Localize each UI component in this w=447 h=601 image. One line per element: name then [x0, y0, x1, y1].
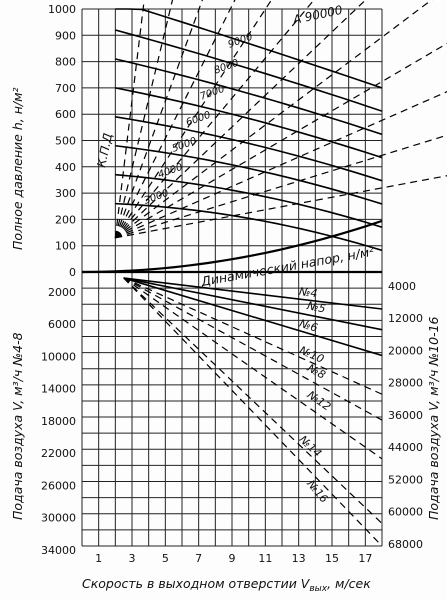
dynamic-head-label: Динамический напор, н/м² — [199, 243, 376, 289]
lower-left-y-tick: 14000 — [41, 382, 76, 396]
lower-left-y-tick: 2000 — [48, 286, 76, 299]
lower-right-y-tick: 12000 — [388, 312, 423, 326]
fan-line — [124, 278, 382, 546]
upper-y-tick: 1000 — [48, 3, 76, 16]
kpd-label: К.П.Д — [94, 131, 116, 169]
x-tick: 17 — [358, 552, 373, 565]
x-axis-label: Скорость в выходном отверстии $V_{вых}$, м/сек — [82, 576, 371, 594]
lower-left-y-axis-label: Подача воздуха V, м³/ч №4-8 — [10, 332, 25, 520]
x-tick: 15 — [325, 552, 339, 565]
fan-number-label: №6 — [297, 316, 320, 335]
lower-right-y-tick: 44000 — [388, 441, 423, 455]
x-tick: 13 — [291, 552, 306, 565]
upper-y-tick: 100 — [55, 239, 76, 253]
lower-left-y-tick: 10000 — [41, 350, 76, 364]
lower-right-y-tick: 4000 — [388, 280, 416, 293]
lower-right-y-tick: 52000 — [388, 473, 423, 487]
upper-y-tick: 900 — [55, 29, 76, 43]
fan-number-label: №16 — [304, 477, 331, 506]
lower-left-y-tick: 30000 — [41, 511, 76, 525]
lower-left-y-tick: 18000 — [41, 414, 76, 428]
upper-y-tick: 300 — [55, 187, 76, 201]
lower-right-y-tick: 60000 — [388, 505, 423, 519]
x-tick: 3 — [128, 552, 136, 565]
fan-number-label: №14 — [296, 432, 325, 460]
x-tick: 5 — [161, 552, 169, 565]
upper-y-tick: 700 — [55, 81, 76, 95]
lower-right-y-tick: 36000 — [388, 408, 423, 422]
flow-label-a: А 90000 — [291, 2, 344, 27]
lower-left-y-tick: 26000 — [41, 479, 76, 493]
fan-line — [124, 278, 382, 356]
lower-right-y-tick: 28000 — [388, 376, 423, 390]
upper-y-tick: 800 — [55, 55, 76, 69]
upper-y-tick: 200 — [55, 213, 76, 227]
flow-curve-label: 8000 — [212, 57, 241, 77]
upper-y-tick: 0 — [69, 266, 76, 279]
lower-left-y-tick: 6000 — [48, 318, 76, 332]
upper-y-tick: 600 — [55, 108, 76, 122]
lower-right-y-tick: 20000 — [388, 344, 423, 358]
upper-y-tick: 400 — [55, 160, 76, 174]
lower-right-y-tick: 68000 — [388, 537, 423, 551]
lower-left-y-tick: 34000 — [41, 543, 76, 557]
lower-left-y-tick: 22000 — [41, 447, 76, 461]
fan-number-label: №5 — [306, 299, 327, 316]
x-tick: 1 — [95, 552, 103, 565]
x-tick: 7 — [195, 552, 203, 565]
flow-curve-label: 5000 — [170, 135, 199, 155]
flow-curve-label: 3000 — [142, 187, 171, 207]
flow-curve-label: 6000 — [184, 109, 213, 129]
fan-number-label: №8 — [305, 361, 328, 382]
fan-line — [124, 278, 382, 420]
upper-y-axis-label: Полное давление h, н/м² — [10, 87, 25, 250]
flow-curve-label: 4000 — [156, 161, 185, 181]
fan-number-label: №4 — [298, 285, 319, 301]
upper-y-tick: 500 — [55, 134, 76, 148]
fan-number-label: №12 — [304, 388, 334, 414]
lower-right-y-axis-label: Подача воздуха V, м³/ч №10-16 — [426, 316, 441, 520]
fan-lines — [124, 278, 382, 546]
x-tick: 11 — [258, 552, 273, 565]
x-tick: 9 — [228, 552, 236, 565]
pressure-curves — [82, 0, 447, 272]
flow-curve-label: 9000 — [226, 31, 255, 51]
fan-number-label: №10 — [297, 343, 326, 366]
flow-curve-label: 7000 — [198, 83, 227, 103]
